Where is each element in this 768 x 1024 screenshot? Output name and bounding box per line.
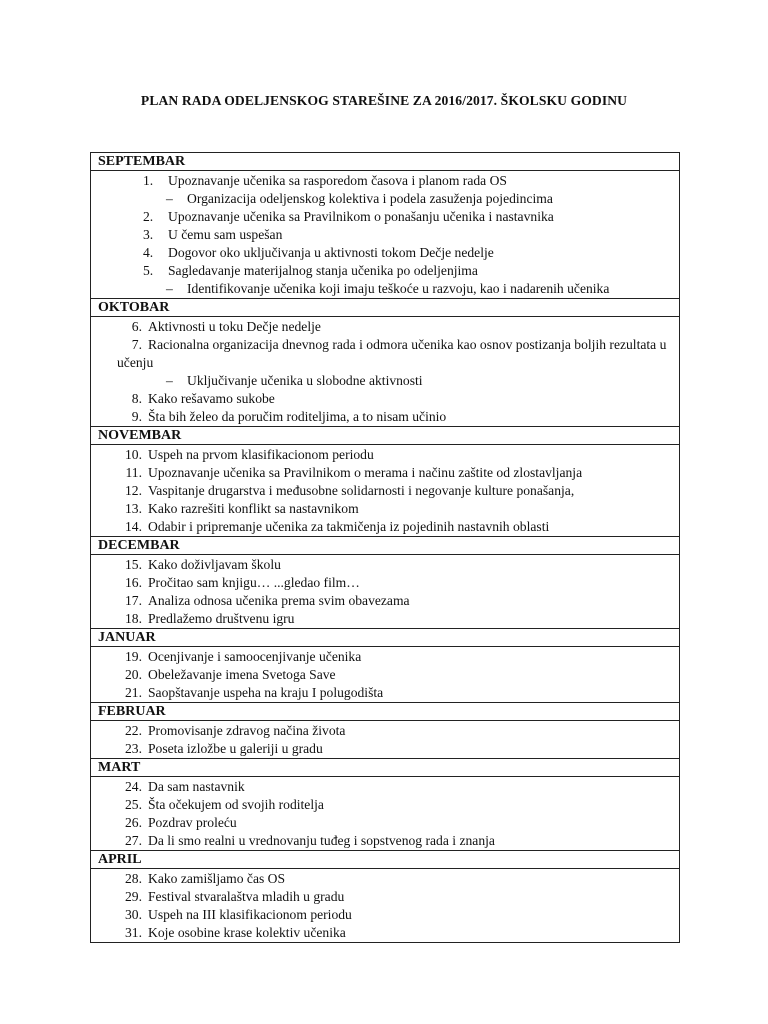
list-item — [91, 666, 679, 684]
month-body-februar — [91, 721, 679, 759]
list-item — [91, 500, 679, 518]
item-number: 20. — [125, 667, 142, 682]
list-item — [91, 592, 679, 610]
item-text: Da li smo realni u vrednovanju tuđeg i sopstvenog rada i znanja — [148, 833, 495, 848]
list-item — [91, 870, 679, 888]
item-text: Odabir i pripremanje učenika za takmičenja iz pojedinih nastavnih oblasti — [148, 519, 550, 534]
item-text: Da sam nastavnik — [148, 779, 245, 794]
item-number: 27. — [125, 833, 142, 848]
list-item — [91, 796, 679, 814]
list-item — [91, 226, 679, 244]
list-item — [91, 924, 679, 942]
month-header-septembar: SEPTEMBAR — [91, 153, 679, 171]
page-title: PLAN RADA ODELJENSKOG STAREŠINE ZA 2016/2017. ŠKOLSKU GODINU — [140, 93, 628, 108]
list-item — [91, 906, 679, 924]
item-text: Identifikovanje učenika koji imaju teškoće u razvoju, kao i nadarenih učenika — [187, 281, 610, 296]
list-item — [91, 814, 679, 832]
item-text: Šta bih želeo da poručim roditeljima, a to nisam učinio — [148, 409, 447, 424]
month-body-novembar — [91, 445, 679, 537]
list-item — [91, 482, 679, 500]
item-number: 18. — [125, 611, 142, 626]
item-number: 29. — [125, 889, 142, 904]
month-header-mart: MART — [91, 759, 679, 777]
bullet-dash: – — [166, 373, 173, 388]
item-number: 1. — [143, 173, 154, 188]
item-text: Uspeh na prvom klasifikacionom periodu — [148, 447, 374, 462]
item-text: Dogovor oko uključivanja u aktivnosti tokom Dečje nedelje — [168, 245, 494, 260]
month-body-mart — [91, 777, 679, 851]
list-item — [91, 740, 679, 758]
item-text: Koje osobine krase kolektiv učenika — [148, 925, 346, 940]
list-item — [91, 464, 679, 482]
item-number: 21. — [125, 685, 142, 700]
list-item — [91, 262, 679, 280]
list-item — [91, 832, 679, 850]
item-number: 25. — [125, 797, 142, 812]
list-item — [91, 208, 679, 226]
item-text: Pozdrav proleću — [148, 815, 237, 830]
item-text: U čemu sam uspešan — [168, 227, 283, 242]
item-number: 12. — [125, 483, 142, 498]
list-item — [91, 280, 679, 298]
list-item — [91, 336, 679, 372]
list-item — [91, 684, 679, 702]
bullet-dash: – — [166, 281, 173, 296]
item-number: 14. — [125, 519, 142, 534]
list-item — [91, 172, 679, 190]
item-text: Kako zamišljamo čas OS — [148, 871, 286, 886]
list-item — [91, 372, 679, 390]
month-body-april — [91, 869, 679, 943]
list-item — [91, 778, 679, 796]
list-item — [91, 244, 679, 262]
list-item — [91, 408, 679, 426]
item-text: Poseta izložbe u galeriji u gradu — [148, 741, 323, 756]
item-number: 11. — [125, 465, 142, 480]
item-text: Pročitao sam knjigu… ...gledao film… — [148, 575, 360, 590]
item-number: 13. — [125, 501, 142, 516]
item-text: Analiza odnosa učenika prema svim obavezama — [148, 593, 410, 608]
item-text: Kako doživljavam školu — [148, 557, 281, 572]
list-item — [91, 556, 679, 574]
item-text: Upoznavanje učenika sa rasporedom časova i planom rada OS — [168, 173, 507, 188]
item-number: 3. — [143, 227, 154, 242]
month-header-april: APRIL — [91, 851, 679, 869]
list-item — [91, 888, 679, 906]
item-text: Šta očekujem od svojih roditelja — [148, 797, 324, 812]
item-number: 8. — [131, 391, 142, 406]
month-header-novembar: NOVEMBAR — [91, 427, 679, 445]
item-text: Upoznavanje učenika sa Pravilnikom o ponašanju učenika i nastavnika — [168, 209, 554, 224]
item-number: 15. — [125, 557, 142, 572]
item-text: Obeležavanje imena Svetoga Save — [148, 667, 336, 682]
item-text: Ocenjivanje i samoocenjivanje učenika — [148, 649, 362, 664]
list-item — [91, 390, 679, 408]
item-text: Kako razrešiti konflikt sa nastavnikom — [148, 501, 359, 516]
list-item — [91, 722, 679, 740]
item-text: Sagledavanje materijalnog stanja učenika po odeljenjima — [168, 263, 478, 278]
item-text: Uspeh na III klasifikacionom periodu — [148, 907, 352, 922]
item-text: Predlažemo društvenu igru — [148, 611, 295, 626]
month-body-oktobar — [91, 317, 679, 427]
list-item — [91, 518, 679, 536]
item-text: Racionalna organizacija dnevnog rada i odmora učenika kao osnov postizanja boljih rezultata u učenju — [117, 337, 667, 370]
month-body-januar — [91, 647, 679, 703]
item-text: Upoznavanje učenika sa Pravilnikom o merama i načinu zaštite od zlostavljanja — [148, 465, 583, 480]
item-number: 2. — [143, 209, 154, 224]
item-number: 5. — [143, 263, 154, 278]
bullet-dash: – — [166, 191, 173, 206]
item-number: 23. — [125, 741, 142, 756]
item-text: Uključivanje učenika u slobodne aktivnosti — [187, 373, 423, 388]
month-body-decembar — [91, 555, 679, 629]
item-number: 31. — [125, 925, 142, 940]
list-item — [91, 648, 679, 666]
list-item — [91, 190, 679, 208]
item-number: 16. — [125, 575, 142, 590]
item-number: 30. — [125, 907, 142, 922]
item-number: 10. — [125, 447, 142, 462]
month-header-februar: FEBRUAR — [91, 703, 679, 721]
item-number: 24. — [125, 779, 142, 794]
item-number: 6. — [131, 319, 142, 334]
list-item — [91, 610, 679, 628]
list-item — [91, 318, 679, 336]
item-text: Promovisanje zdravog načina života — [148, 723, 346, 738]
month-header-januar: JANUAR — [91, 629, 679, 647]
item-number: 26. — [125, 815, 142, 830]
list-item — [91, 446, 679, 464]
month-header-decembar: DECEMBAR — [91, 537, 679, 555]
month-header-oktobar: OKTOBAR — [91, 299, 679, 317]
item-text: Aktivnosti u toku Dečje nedelje — [148, 319, 321, 334]
item-text: Vaspitanje drugarstva i međusobne solidarnosti i negovanje kulture ponašanja, — [148, 483, 575, 498]
item-number: 17. — [125, 593, 142, 608]
item-number: 19. — [125, 649, 142, 664]
item-number: 4. — [143, 245, 154, 260]
item-number: 9. — [131, 409, 142, 424]
item-text: Organizacija odeljenskog kolektiva i podela zasuženja pojedincima — [187, 191, 553, 206]
item-number: 22. — [125, 723, 142, 738]
month-body-septembar — [91, 171, 679, 299]
item-text: Festival stvaralaštva mladih u gradu — [148, 889, 345, 904]
list-item — [91, 574, 679, 592]
item-number: 28. — [125, 871, 142, 886]
item-text: Kako rešavamo sukobe — [148, 391, 275, 406]
plan-table — [90, 152, 680, 943]
item-text: Saopštavanje uspeha na kraju I polugodišta — [148, 685, 384, 700]
item-number: 7. — [131, 337, 142, 352]
